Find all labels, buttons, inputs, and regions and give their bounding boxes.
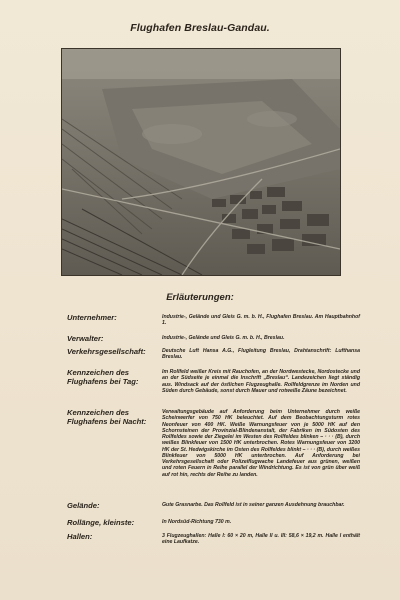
section-heading: Erläuterungen: xyxy=(166,292,234,303)
entry-text: Verwaltungsgebäude auf Anforderung beim Unternehmer durch weiße Scheinwerfer von 750 HK beleuchtet. Auf dem Beobachtungsturm rotes Neonfeuer von 400 HK. Weiße Warnungsfeuer von je 5000 HK auf den Schornsteinen der Provinzial-Blindenanstalt, der Fabriken im Südosten des Rollfeldes sowie der Ziegelei im Westen des Rollfeldes blinken – · · · (B), durch weißes Blinkfeuer von 1500 HK unterbrochen. Rotes Warnungsfeuer von 3200 HK der St. Hedwigskirche im Osten des Rollfeldes blinkt – · · · (B), durch weißes Blinkfeuer von 5000 HK unterbrochen. Auf Anforderung bei Verkehrsgesellschaft oder Polizeiflugwache Landefeuer aus grünen, weißen und roten Feuern in Reihe parallel der Windrichtung. Es ist von grün über weiß auf rot hin, rechts der Reihe zu landen. xyxy=(162,409,360,478)
page-title: Flughafen Breslau-Gandau. xyxy=(130,22,270,34)
entry-text: Gute Grasnarbe. Das Rollfeld ist in seiner ganzen Ausdehnung brauchbar. xyxy=(162,502,345,508)
entry-label: Kennzeichen des Flughafens bei Nacht: xyxy=(67,408,147,426)
entry-label: Unternehmer: xyxy=(67,313,117,322)
entry-text: In Nordsüd-Richtung 730 m. xyxy=(162,519,232,525)
aerial-photo xyxy=(61,48,341,276)
entry-text: Industrie-, Gelände und Gleis G. m. b. H., Flughafen Breslau. Am Hauptbahnhof 1. xyxy=(162,314,360,327)
entry-text: 3 Flugzeughallen: Halle I: 60 × 20 m, Halle II u. III: 58,6 × 19,2 m. Halle I enthält eine Laufkatze. xyxy=(162,533,360,546)
entry-label: Rollänge, kleinste: xyxy=(67,518,135,527)
entry-text: Industrie-, Gelände und Gleis G. m. b. H., Breslau. xyxy=(162,335,285,341)
entry-text: Im Rollfeld weißer Kreis mit Rauchofen, an der Nordwestecke, Nordostecke und an der Südseite je einmal die Inschrift „Breslau“. Landezeichen liegt ständig aus. Windsack auf der östlichen Flugzeughalle. Rollfeldgrenze im Norden und Süden durch Gebäude, sonst durch Mauer und rotweiße Zäune bezeichnet. xyxy=(162,369,360,394)
aerial-photo-icon xyxy=(62,49,340,275)
entry-label: Verwalter: xyxy=(67,334,104,343)
entry-text: Deutsche Luft Hansa A.G., Flugleitung Breslau, Drahtanschrift: Lufthansa Breslau. xyxy=(162,348,360,361)
entry-label: Gelände: xyxy=(67,501,100,510)
entry-label: Verkehrsgesellschaft: xyxy=(67,347,146,356)
entry-label: Hallen: xyxy=(67,532,93,541)
entry-label: Kennzeichen des Flughafens bei Tag: xyxy=(67,368,139,386)
